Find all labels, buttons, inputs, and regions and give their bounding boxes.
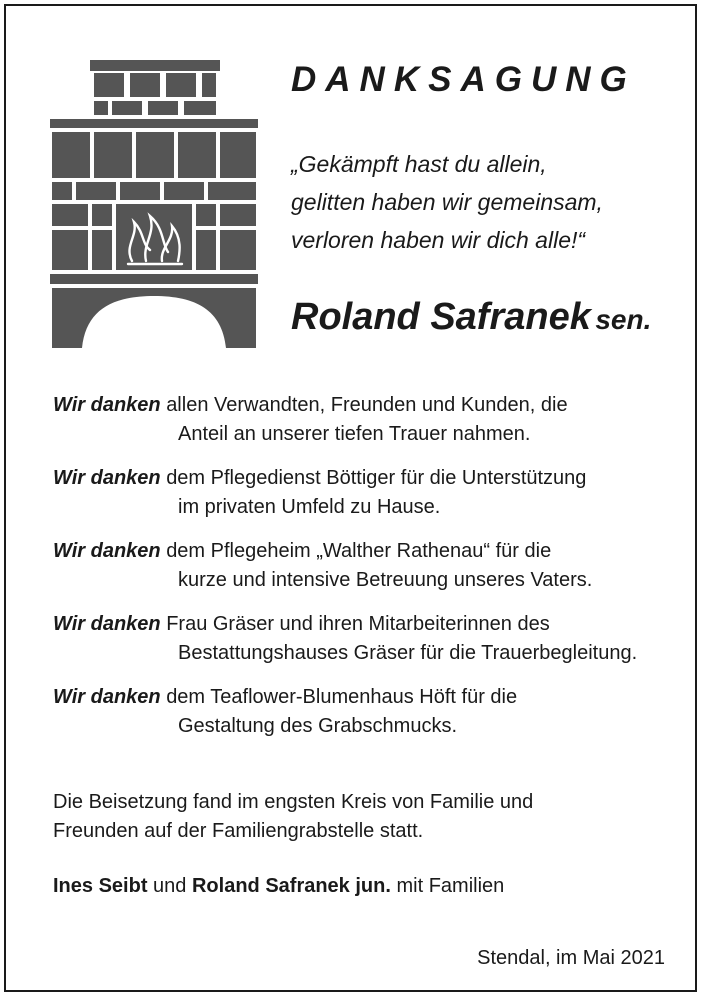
burial-note bbox=[53, 788, 533, 846]
quote-line: verloren haben wir dich alle!“ bbox=[291, 227, 586, 253]
thanks-entry bbox=[53, 391, 693, 449]
notice-title: DANKSAGUNG bbox=[291, 60, 636, 99]
thanks-line: im privaten Umfeld zu Hause. bbox=[178, 496, 441, 518]
thanks-lead: Wir danken bbox=[53, 540, 161, 562]
signature-suffix: mit Familien bbox=[396, 875, 505, 897]
note-line: Die Beisetzung fand im engsten Kreis von Familie und bbox=[53, 791, 534, 813]
thanks-lead: Wir danken bbox=[53, 686, 161, 708]
thanks-line: dem Pflegedienst Böttiger für die Unterstützung bbox=[166, 467, 587, 489]
thanks-entry bbox=[53, 464, 693, 522]
signature-conj: und bbox=[153, 875, 187, 897]
quote bbox=[291, 145, 603, 259]
thanks-lead: Wir danken bbox=[53, 613, 161, 635]
thanks-entry bbox=[53, 537, 693, 595]
thanks-lead: Wir danken bbox=[53, 467, 161, 489]
thanks-line: allen Verwandten, Freunden und Kunden, die bbox=[166, 394, 568, 416]
notice-frame bbox=[4, 4, 697, 992]
thanks-line: dem Pflegeheim „Walther Rathenau“ für die bbox=[166, 540, 552, 562]
deceased-name-suffix: sen. bbox=[595, 304, 652, 335]
thanks-line: Bestattungshauses Gräser für die Trauerbegleitung. bbox=[178, 642, 638, 664]
thanks-line: kurze und intensive Betreuung unseres Vaters. bbox=[178, 569, 593, 591]
signature bbox=[53, 875, 504, 898]
thanks-line: Frau Gräser und ihren Mitarbeiterinnen des bbox=[166, 613, 550, 635]
note-line: Freunden auf der Familiengrabstelle statt. bbox=[53, 820, 424, 842]
signature-name-1: Ines Seibt bbox=[53, 875, 148, 897]
quote-line: gelitten haben wir gemeinsam, bbox=[291, 189, 603, 215]
thanks-lead: Wir danken bbox=[53, 394, 161, 416]
deceased-name bbox=[291, 296, 651, 339]
quote-line: „Gekämpft hast du allein, bbox=[291, 151, 547, 177]
deceased-name-main: Roland Safranek bbox=[291, 296, 591, 338]
signature-name-2: Roland Safranek jun. bbox=[191, 875, 391, 897]
thanks-list bbox=[53, 391, 693, 756]
thanks-line: Anteil an unserer tiefen Trauer nahmen. bbox=[178, 423, 531, 445]
place-date: Stendal, im Mai 2021 bbox=[477, 947, 665, 969]
thanks-line: dem Teaflower-Blumenhaus Höft für die bbox=[166, 686, 518, 708]
thanks-entry bbox=[53, 683, 693, 741]
tiled-stove-icon bbox=[46, 56, 262, 352]
thanks-entry bbox=[53, 610, 693, 668]
thanks-line: Gestaltung des Grabschmucks. bbox=[178, 715, 458, 737]
